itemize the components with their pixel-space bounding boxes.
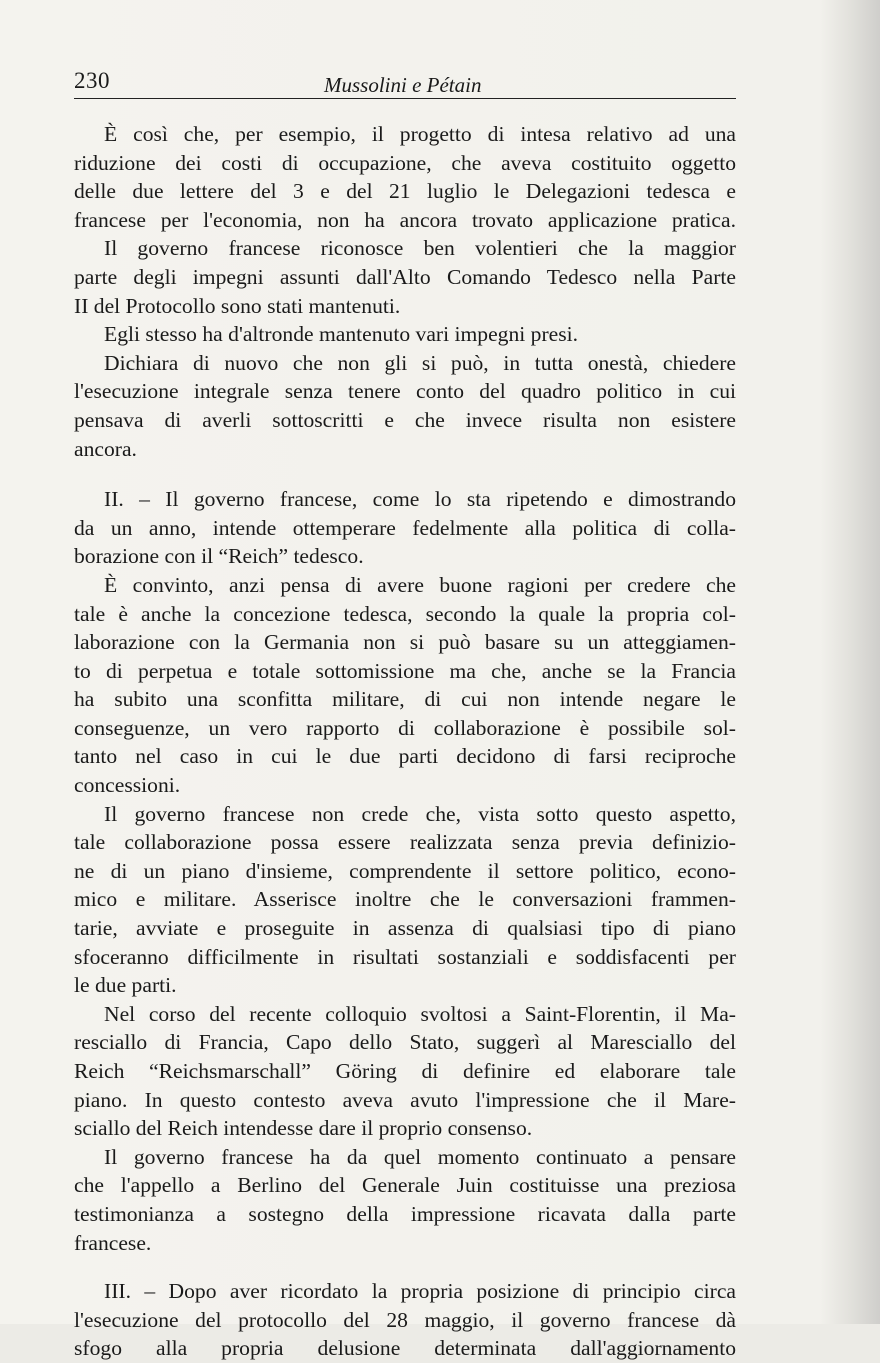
text-line: to di perpetua e totale sottomissione ma che, anche se la Francia (74, 658, 736, 683)
text-line: ne di un piano d'insieme, comprendente il settore politico, econo- (74, 858, 736, 883)
text-line: tale è anche la concezione tedesca, secondo la quale la propria col- (74, 601, 736, 626)
page-header (74, 68, 736, 99)
text-line: concessioni. (74, 773, 181, 798)
paragraph (74, 571, 736, 800)
text-line: Il governo francese non crede che, vista sotto questo aspetto, (104, 801, 736, 826)
text-line: tale collaborazione possa essere realizzata senza previa definizio- (74, 830, 736, 855)
text-line: borazione con il “Reich” tedesco. (74, 544, 364, 569)
text-line: sfogo alla propria delusione determinata dall'aggiornamento (74, 1336, 736, 1361)
text-line: È così che, per esempio, il progetto di intesa relativo ad una (104, 122, 736, 146)
section-spacer (74, 1257, 736, 1277)
text-line: da un anno, intende ottemperare fedelmente alla politica di colla- (74, 515, 736, 540)
text-line: riduzione dei costi di occupazione, che aveva costituito oggetto (74, 150, 736, 175)
text-line: francese per l'economia, non ha ancora trovato applicazione pratica. (74, 207, 736, 232)
text-line: pensava di averli sottoscritti e che invece risulta non esistere (74, 407, 736, 432)
text-line: delle due lettere del 3 e del 21 luglio le Delegazioni tedesca e (74, 179, 736, 204)
text-line: che l'appello a Berlino del Generale Juin costituisse una preziosa (74, 1173, 736, 1198)
paragraph (74, 120, 736, 234)
text-line: francese. (74, 1230, 152, 1255)
text-line: ancora. (74, 436, 137, 461)
paragraph (74, 1000, 736, 1143)
text-line: Nel corso del recente colloquio svoltosi a Saint-Florentin, il Ma- (104, 1001, 736, 1026)
page-number: 230 (74, 68, 110, 93)
text-line: Egli stesso ha d'altronde mantenuto vari impegni presi. (104, 322, 579, 347)
text-line: Dichiara di nuovo che non gli si può, in tutta onestà, chiedere (104, 350, 736, 375)
text-line: Il governo francese riconosce ben volentieri che la maggior (104, 236, 736, 261)
text-line: resciallo di Francia, Capo dello Stato, suggerì al Maresciallo del (74, 1030, 736, 1055)
text-line: tanto nel caso in cui le due parti decidono di farsi reciproche (74, 744, 736, 769)
text-line: mico e militare. Asserisce inoltre che le conversazioni frammen- (74, 887, 736, 912)
text-line: III. – Dopo aver ricordato la propria posizione di principio circa (104, 1279, 736, 1304)
text-line: l'esecuzione del protocollo del 28 maggio, il governo francese dà (74, 1307, 736, 1332)
paragraph (74, 349, 736, 463)
text-line: laborazione con la Germania non si può basare su un atteggiamen- (74, 630, 736, 655)
paragraph (74, 1277, 736, 1363)
text-line: conseguenze, un vero rapporto di collaborazione è possibile sol- (74, 715, 736, 740)
section-spacer (74, 463, 736, 485)
paragraph (74, 800, 736, 1000)
text-line: piano. In questo contesto aveva avuto l'impressione che il Mare- (74, 1087, 736, 1112)
running-title: Mussolini e Pétain (324, 73, 482, 97)
paragraph (74, 485, 736, 571)
text-line: le due parti. (74, 973, 177, 998)
text-line: sfoceranno difficilmente in risultati sostanziali e soddisfacenti per (74, 944, 736, 969)
text-line: II. – Il governo francese, come lo sta ripetendo e dimostrando (104, 487, 736, 512)
text-line: ha subito una sconfitta militare, di cui non intende negare le (74, 687, 736, 712)
text-line: Reich “Reichsmarschall” Göring di definire ed elaborare tale (74, 1059, 736, 1083)
text-line: l'esecuzione integrale senza tenere conto del quadro politico in cui (74, 379, 736, 404)
text-line: tarie, avviate e proseguite in assenza di qualsiasi tipo di piano (74, 916, 736, 941)
paragraph (74, 320, 736, 349)
text-line: II del Protocollo sono stati mantenuti. (74, 293, 401, 318)
text-line: Il governo francese ha da quel momento continuato a pensare (104, 1144, 736, 1169)
paragraph (74, 1143, 736, 1257)
text-line: testimonianza a sostegno della impressione ricavata dalla parte (74, 1201, 736, 1226)
body-text (74, 120, 736, 1363)
text-line: sciallo del Reich intendesse dare il proprio consenso. (74, 1116, 533, 1141)
paragraph (74, 234, 736, 320)
text-line: parte degli impegni assunti dall'Alto Comando Tedesco nella Parte (74, 264, 736, 289)
text-line: È convinto, anzi pensa di avere buone ragioni per credere che (104, 572, 736, 597)
